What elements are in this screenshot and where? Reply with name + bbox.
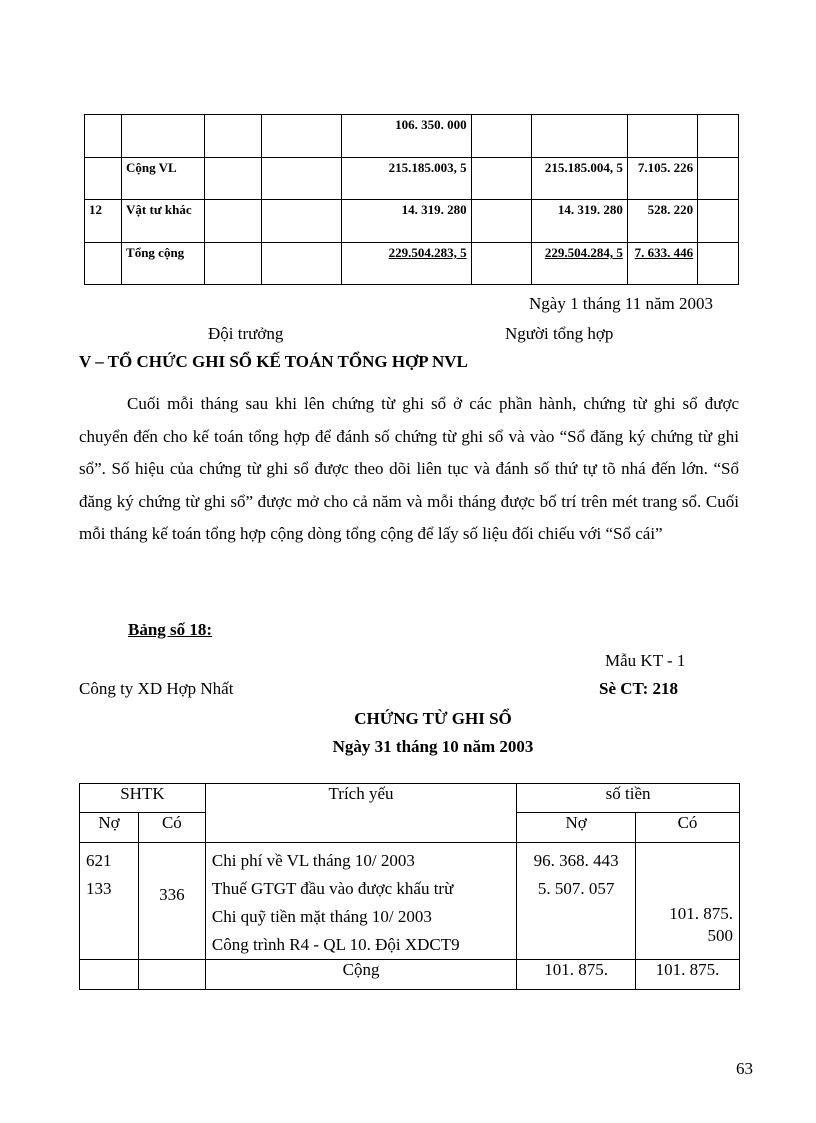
credit-amount-header: Có	[636, 813, 740, 843]
section-heading: V – TỔ CHỨC GHI SỔ KẾ TOÁN TỔNG HỢP NVL	[79, 352, 468, 371]
description-line: Công trình R4 - QL 10. Đội XDCT9	[211, 935, 460, 954]
debit-account: 621	[86, 851, 112, 870]
table-row	[80, 843, 740, 960]
total-credit: 101. 875.	[636, 960, 740, 990]
shtk-header: SHTK	[80, 784, 206, 813]
table-row: Tổng cộng 229.504.283, 5 229.504.284, 5 7. 633. 446	[85, 243, 739, 285]
voucher-number: Sè CT: 218	[599, 679, 679, 698]
body-paragraph: Cuối mỗi tháng sau khi lên chứng từ ghi sổ ở các phần hành, chứng từ ghi sổ được chuyển đến cho kế toán tổng hợp để đánh số chứng từ ghi sổ và vào “Sổ đăng ký chứng từ ghi sổ”. Số hiệu của chứng từ ghi sổ được theo dõi liên tục và đánh số thứ tự tõ nhá đến lớn. “Sổ đăng ký chứng từ ghi sổ” được mở cho cả năm và mỗi tháng được bố trí trên mét trang sổ. Cuối mỗi tháng kế toán tổng hợp cộng dòng tổng cộng để lấy số liệu đối chiếu với “Sổ cái”	[79, 394, 739, 543]
debit-account: 133	[86, 879, 112, 898]
signer-right: Người tổng hợp	[505, 324, 614, 343]
debit-amount-header: Nợ	[517, 813, 636, 843]
description-header: Trích yếu	[205, 784, 516, 843]
total-label: Cộng	[205, 960, 516, 990]
doc-date: Ngày 31 tháng 10 năm 2003	[332, 737, 534, 756]
table-row: Cộng VL 215.185.003, 5 215.185.004, 5 7.105. 226	[85, 158, 739, 200]
total-value: 229.504.283, 5	[388, 245, 467, 260]
table-label: Bảng số 18:	[128, 620, 213, 639]
debit-account-header: Nợ	[80, 813, 139, 843]
total-value: 229.504.284, 5	[544, 245, 623, 260]
signer-left: Đội trưởng	[208, 324, 284, 343]
table-header-row	[80, 784, 740, 813]
amount-header: số tiền	[517, 784, 740, 813]
total-value: 7. 633. 446	[634, 245, 694, 260]
description-line: Chi phí về VL tháng 10/ 2003	[211, 851, 415, 870]
credit-account-header: Có	[138, 813, 205, 843]
description-line: Thuế GTGT đầu vào được khấu trừ	[211, 879, 454, 898]
description-line: Chi quỹ tiền mặt tháng 10/ 2003	[211, 907, 432, 926]
report-date: Ngày 1 tháng 11 năm 2003	[529, 294, 713, 313]
form-code: Mẫu KT - 1	[605, 651, 686, 670]
voucher-table	[79, 783, 740, 990]
page-number: 63	[736, 1059, 753, 1078]
debit-amount: 96. 368. 443	[533, 851, 619, 870]
credit-account: 336	[159, 885, 185, 904]
total-row	[80, 960, 740, 990]
company-name: Công ty XD Hợp Nhất	[79, 679, 234, 698]
summary-table	[84, 114, 739, 285]
credit-amount: 101. 875. 500	[669, 904, 733, 945]
table-row: 106. 350. 000	[85, 115, 739, 158]
debit-amount: 5. 507. 057	[537, 879, 615, 898]
total-debit: 101. 875.	[517, 960, 636, 990]
doc-title: CHỨNG TỪ GHI SỔ	[354, 709, 512, 728]
table-row: 12 Vật tư khác 14. 319. 280 14. 319. 280 528. 220	[85, 200, 739, 243]
